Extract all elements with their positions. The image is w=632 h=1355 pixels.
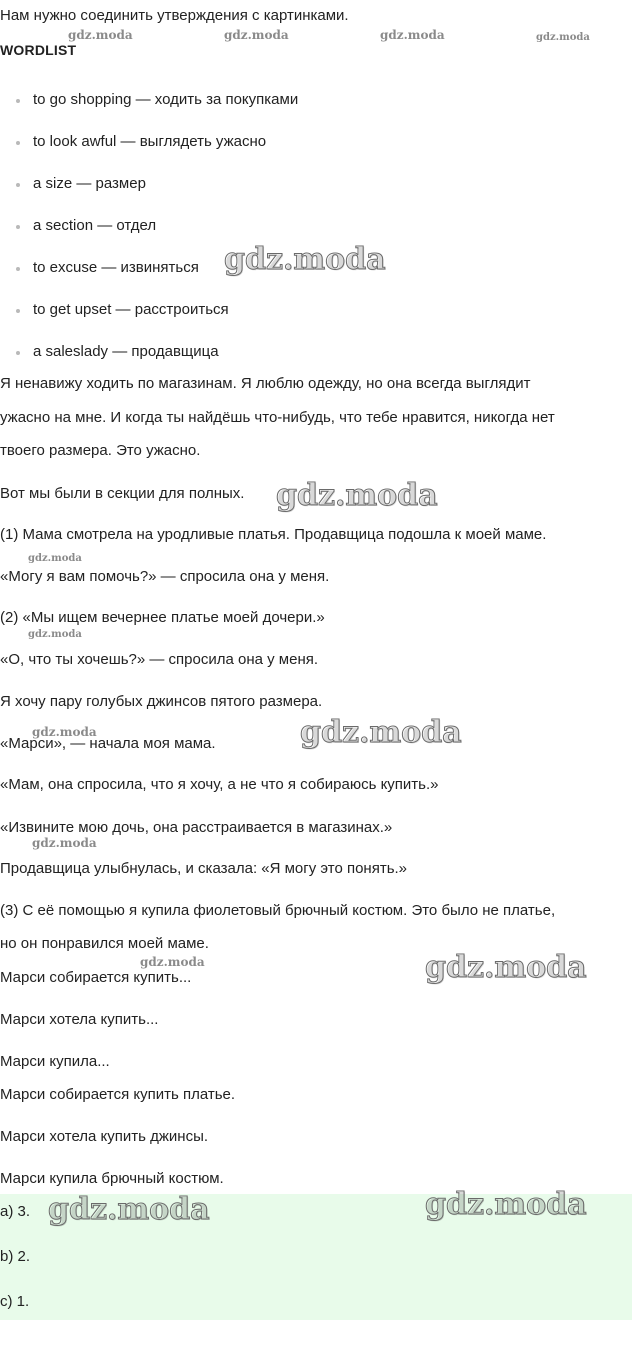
watermark: gdz.moda (28, 629, 82, 640)
text-line: Марси купила брючный костюм. (0, 1170, 224, 1187)
wordlist-item: to get upset — расстроиться (16, 300, 229, 320)
watermark: gdz.moda (380, 28, 445, 42)
text-line: Продавщица улыбнулась, и сказала: «Я могу это понять.» (0, 860, 408, 877)
text-line: «Извините мою дочь, она расстраивается в магазинах.» (0, 819, 393, 836)
watermark: gdz.moda (224, 28, 289, 42)
text-line: ужасно на мне. И когда ты найдёшь что-нибудь, что тебе нравится, никогда нет (0, 409, 555, 426)
watermark: gdz.moda (32, 725, 97, 739)
watermark: gdz.moda (28, 553, 82, 564)
wordlist-item: a section — отдел (16, 216, 156, 236)
watermark: gdz.moda (48, 1192, 210, 1227)
watermark: gdz.moda (224, 242, 386, 277)
text-line: Я ненавижу ходить по магазинам. Я люблю одежду, но она всегда выглядит (0, 375, 531, 392)
text-line: (3) С её помощью я купила фиолетовый брючный костюм. Это было не платье, (0, 902, 556, 919)
watermark: gdz.moda (276, 478, 438, 513)
wordlist-title: WORDLIST (0, 42, 77, 58)
text-line: твоего размера. Это ужасно. (0, 442, 201, 459)
watermark: gdz.moda (300, 715, 462, 750)
wordlist-item: to go shopping — ходить за покупками (16, 90, 298, 110)
text-line: «Могу я вам помочь?» — спросила она у меня. (0, 568, 330, 585)
answer-line: a) 3. (0, 1203, 31, 1220)
watermark: gdz.moda (140, 955, 205, 969)
text-line: Марси собирается купить платье. (0, 1086, 236, 1103)
answer-line: c) 1. (0, 1293, 30, 1310)
watermark: gdz.moda (536, 32, 590, 43)
text-line: «Мам, она спросила, что я хочу, а не что я собираюсь купить.» (0, 776, 439, 793)
wordlist-item: a saleslady — продавщица (16, 342, 219, 362)
wordlist-item: a size — размер (16, 174, 146, 194)
wordlist-item: to excuse — извиняться (16, 258, 199, 278)
watermark: gdz.moda (425, 950, 587, 985)
wordlist-item: to look awful — выглядеть ужасно (16, 132, 266, 152)
text-line: но он понравился моей маме. (0, 935, 209, 952)
text-line: «Марси», — начала моя мама. (0, 735, 216, 752)
watermark: gdz.moda (425, 1187, 587, 1222)
text-line: (2) «Мы ищем вечернее платье моей дочери.» (0, 609, 325, 626)
intro-text: Нам нужно соединить утверждения с картинками. (0, 7, 349, 24)
text-line: Я хочу пару голубых джинсов пятого размера. (0, 693, 323, 710)
text-line: Марси купила... (0, 1053, 110, 1070)
watermark: gdz.moda (32, 836, 97, 850)
text-line: (1) Мама смотрела на уродливые платья. Продавщица подошла к моей маме. (0, 526, 547, 543)
watermark: gdz.moda (68, 28, 133, 42)
text-line: Марси собирается купить... (0, 969, 192, 986)
text-line: Марси хотела купить джинсы. (0, 1128, 209, 1145)
answer-line: b) 2. (0, 1248, 31, 1265)
text-line: Вот мы были в секции для полных. (0, 485, 245, 502)
text-line: Марси хотела купить... (0, 1011, 159, 1028)
text-line: «О, что ты хочешь?» — спросила она у меня. (0, 651, 319, 668)
